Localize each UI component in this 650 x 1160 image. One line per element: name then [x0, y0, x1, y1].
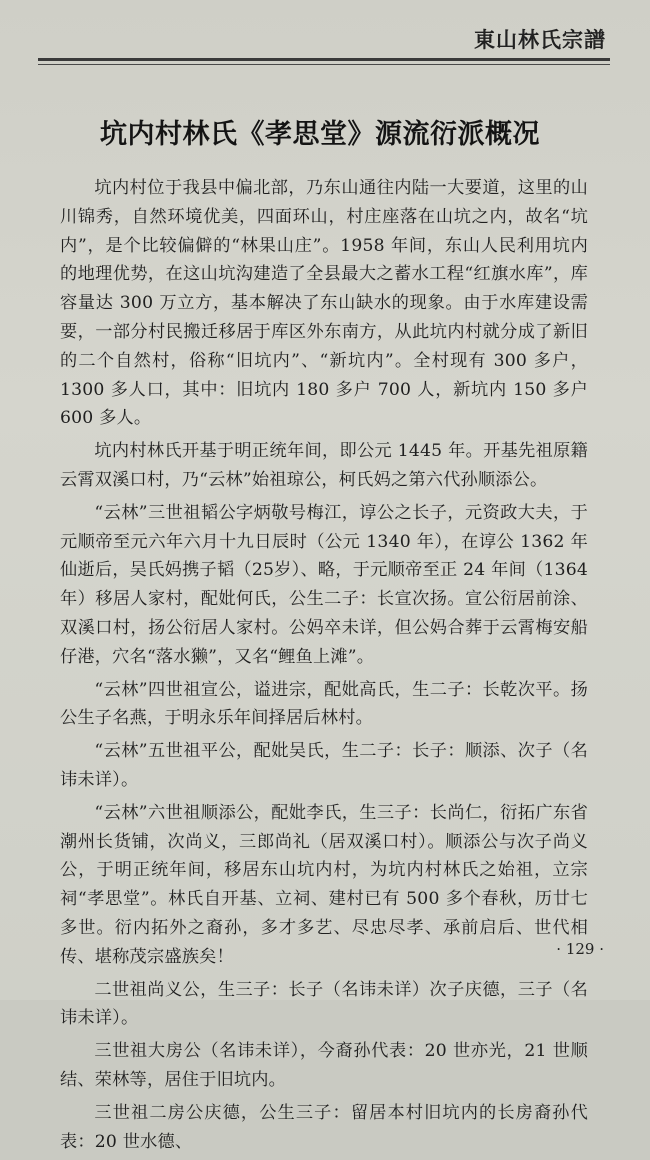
paragraph: 坑内村林氏开基于明正统年间，即公元 1445 年。开基先祖原籍云霄双溪口村，乃“云林”始祖琼公，柯氏妈之第六代孙顺添公。: [60, 441, 588, 490]
paragraph: “云林”三世祖韬公字炳敬号梅江，谆公之长子，元资政大夫，于元顺帝至元六年六月十九日辰时（公元 1340 年），在谆公 1362 年仙逝后，吴氏妈携子韬（25岁）、略，于元顺帝至正 24 年间（1364 年）移居人家村，配妣何氏，公生二子：长宣次扬。宣公衍居前涂、双溪口村，扬公衍居人家村。公妈卒未详，但公妈合葬于云霄梅安船仔港，穴名“落水獭”，又名“鲤鱼上滩”。: [60, 502, 588, 667]
page-number: · 129 ·: [556, 940, 604, 958]
article-body: [60, 174, 588, 1160]
header-rule-thick: [38, 58, 610, 61]
paragraph: “云林”六世祖顺添公，配妣李氏，生三子：长尚仁，衍拓广东省潮州长货铺，次尚义，三郎尚礼（居双溪口村）。顺添公与次子尚义公，于明正统年间，移居东山坑内村，为坑内村林氏之始祖，立宗祠“孝思堂”。林氏自开基、立祠、建村已有 500 多个春秋，历廿七多世。衍内拓外之裔孙，多才多艺、尽忠尽孝、承前启后、世代相传、堪称茂宗盛族矣！: [60, 802, 588, 967]
paragraph: 坑内村位于我县中偏北部，乃东山通往内陆一大要道，这里的山川锦秀，自然环境优美，四面环山，村庄座落在山坑之内，故名“坑内”，是个比较偏僻的“林果山庄”。1958 年间，东山人民利用坑内的地理优势，在这山坑沟建造了全县最大之蓄水工程“红旗水库”，库容量达 300 万立方，基本解决了东山缺水的现象。由于水库建设需要，一部分村民搬迁移居于库区外东南方，从此坑内村就分成了新旧的二个自然村，俗称“旧坑内”、“新坑内”。全村现有 300 多户，1300 多人口，其中：旧坑内 180 多户 700 人，新坑内 150 多户 600 多人。: [60, 178, 588, 429]
running-header: 東山林氏宗譜: [474, 27, 606, 52]
header-rule-thin: [38, 64, 610, 65]
paragraph: 二世祖尚义公，生三子：长子（名讳未详）次子庆德，三子（名讳未详）。: [60, 979, 588, 1029]
paragraph: “云林”四世祖宣公，谥进宗，配妣高氏，生二子：长乾次平。扬公生子名燕，于明永乐年间择居后林村。: [60, 679, 588, 729]
paragraph: 三世祖大房公（名讳未详），今裔孙代表：20 世亦光，21 世顺结、荣林等，居住于旧坑内。: [60, 1041, 588, 1090]
paragraph: 三世祖二房公庆德，公生三子：留居本村旧坑内的长房裔孙代表：20 世水德、: [60, 1102, 588, 1152]
paragraph: “云林”五世祖平公，配妣吴氏，生二子：长子：顺添、次子（名讳未详）。: [60, 741, 588, 790]
article-title: 坑内村林氏《孝思堂》源流衍派概况: [100, 119, 540, 150]
